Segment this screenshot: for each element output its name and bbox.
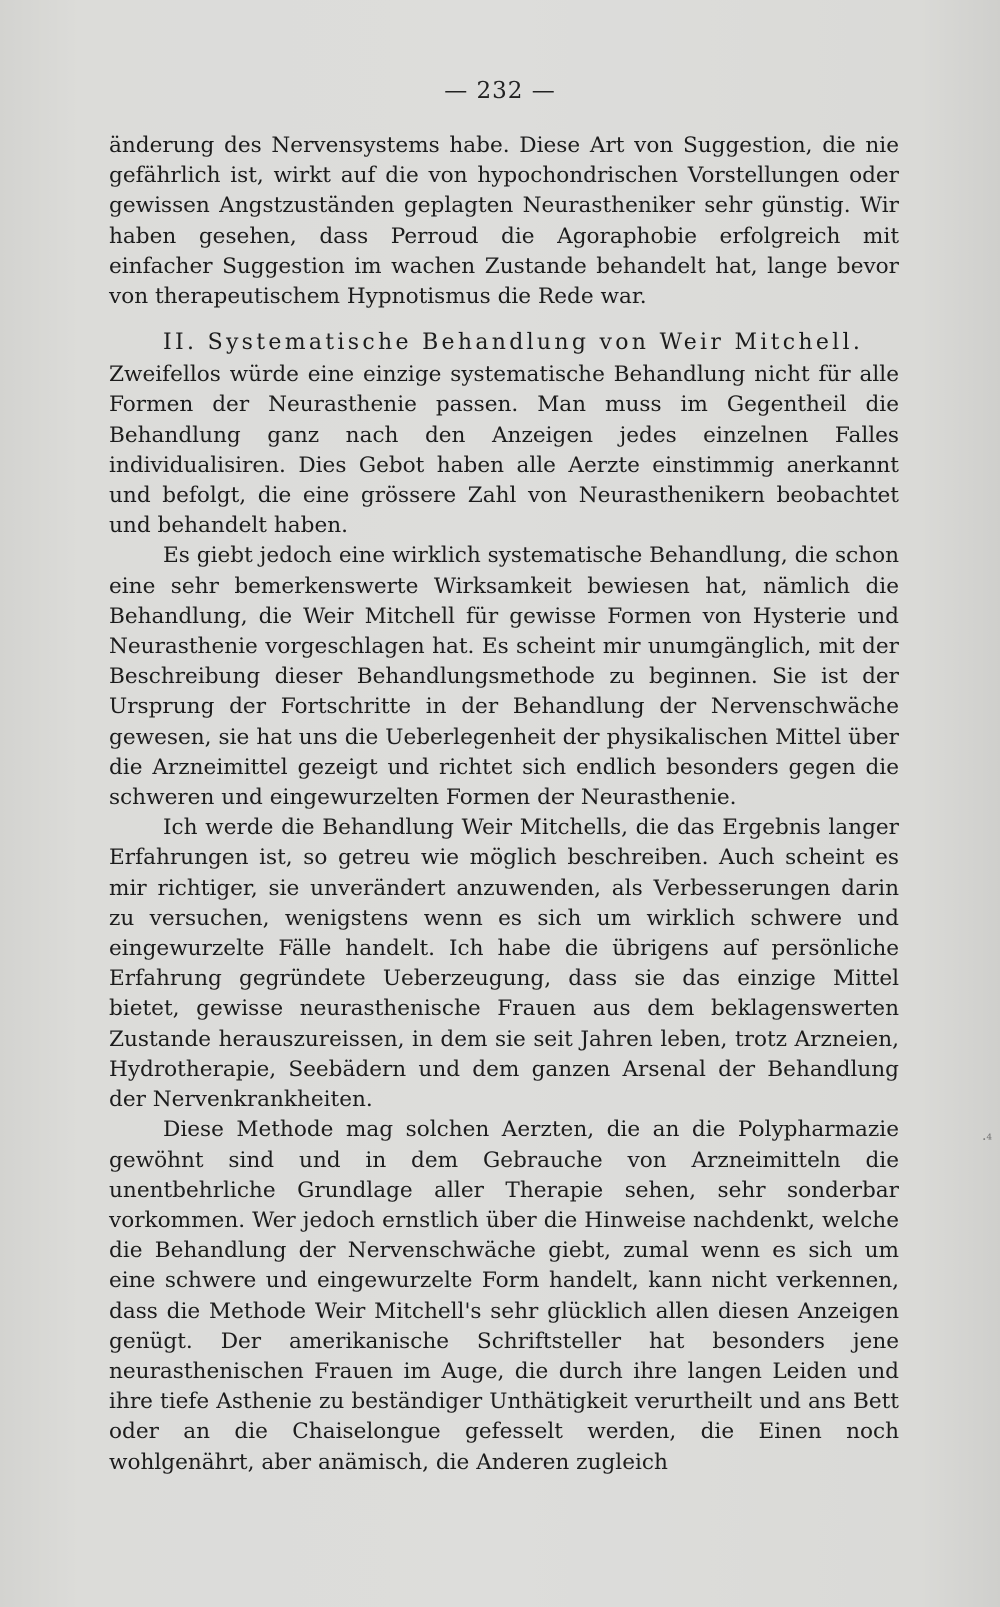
paragraph-2: Zweifellos würde eine einzige systematische Behandlung nicht für alle Formen der Neurasthenie passen. Man muss im Gegentheil die Behandlung ganz nach den Anzeigen jedes einzelnen Falles individualisiren. Dies Gebot haben alle Aerzte einstimmig anerkannt und befolgt, die eine grössere Zahl von Neurasthenikern beobachtet und behandelt haben.	[109, 362, 899, 539]
body-text	[109, 131, 899, 1478]
paragraph-5: Diese Methode mag solchen Aerzten, die an die Polypharmazie gewöhnt sind und in dem Gebrauche von Arzneimitteln die unentbehrliche Grundlage aller Therapie sehen, sehr sonderbar vorkommen. Wer jedoch ernstlich über die Hinweise nachdenkt, welche die Behandlung der Nervenschwäche giebt, zumal wenn es sich um eine schwere und eingewurzelte Form handelt, kann nicht verkennen, dass die Methode Weir Mitchell's sehr glücklich allen diesen Anzeigen genügt. Der amerikanische Schriftsteller hat besonders jene neurasthenischen Frauen im Auge, die durch ihre langen Leiden und ihre tiefe Asthenie zu beständiger Unthätigkeit verurtheilt und ans Bett oder an die Chaiselongue gefesselt werden, die Einen noch wohlgenährt, aber anämisch, die Anderen zugleich	[109, 1117, 899, 1475]
paragraph-3: Es giebt jedoch eine wirklich systematische Behandlung, die schon eine sehr bemerkenswerte Wirksamkeit bewiesen hat, nämlich die Behandlung, die Weir Mitchell für gewisse Formen von Hysterie und Neurasthenie vorgeschlagen hat. Es scheint mir unumgänglich, mit der Beschreibung dieser Behandlungsmethode zu beginnen. Sie ist der Ursprung der Fortschritte in der Behandlung der Nervenschwäche gewesen, sie hat uns die Ueberlegenheit der physikalischen Mittel über die Arzneimittel gezeigt und richtet sich endlich besonders gegen die schweren und eingewurzelten Formen der Neurasthenie.	[109, 543, 899, 811]
section-heading: II. Systematische Behandlung von Weir Mitchell.	[163, 330, 864, 356]
paragraph-4: Ich werde die Behandlung Weir Mitchells, die das Ergebnis langer Erfahrungen ist, so getreu wie möglich beschreiben. Auch scheint es mir richtiger, sie unverändert anzuwenden, als Verbesserungen darin zu versuchen, wenigstens wenn es sich um wirklich schwere und eingewurzelte Fälle handelt. Ich habe die übrigens auf persönliche Erfahrung gegründete Ueberzeugung, dass sie das einzige Mittel bietet, gewisse neurasthenische Frauen aus dem beklagenswerten Zustande herauszureissen, in dem sie seit Jahren leben, trotz Arzneien, Hydrotherapie, Seebädern und dem ganzen Arsenal der Behandlung der Nervenkrankheiten.	[109, 815, 899, 1113]
page-number: — 232 —	[444, 78, 556, 104]
paragraph-1: änderung des Nervensystems habe. Diese Art von Suggestion, die nie gefährlich ist, wirkt auf die von hypochondrischen Vorstellungen oder gewissen Angstzuständen geplagten Neurastheniker sehr günstig. Wir haben gesehen, dass Perroud die Agoraphobie erfolgreich mit einfacher Suggestion im wachen Zustande behandelt hat, lange bevor von therapeutischem Hypnotismus die Rede war.	[109, 133, 899, 310]
margin-mark: ·⁴	[981, 1132, 992, 1148]
